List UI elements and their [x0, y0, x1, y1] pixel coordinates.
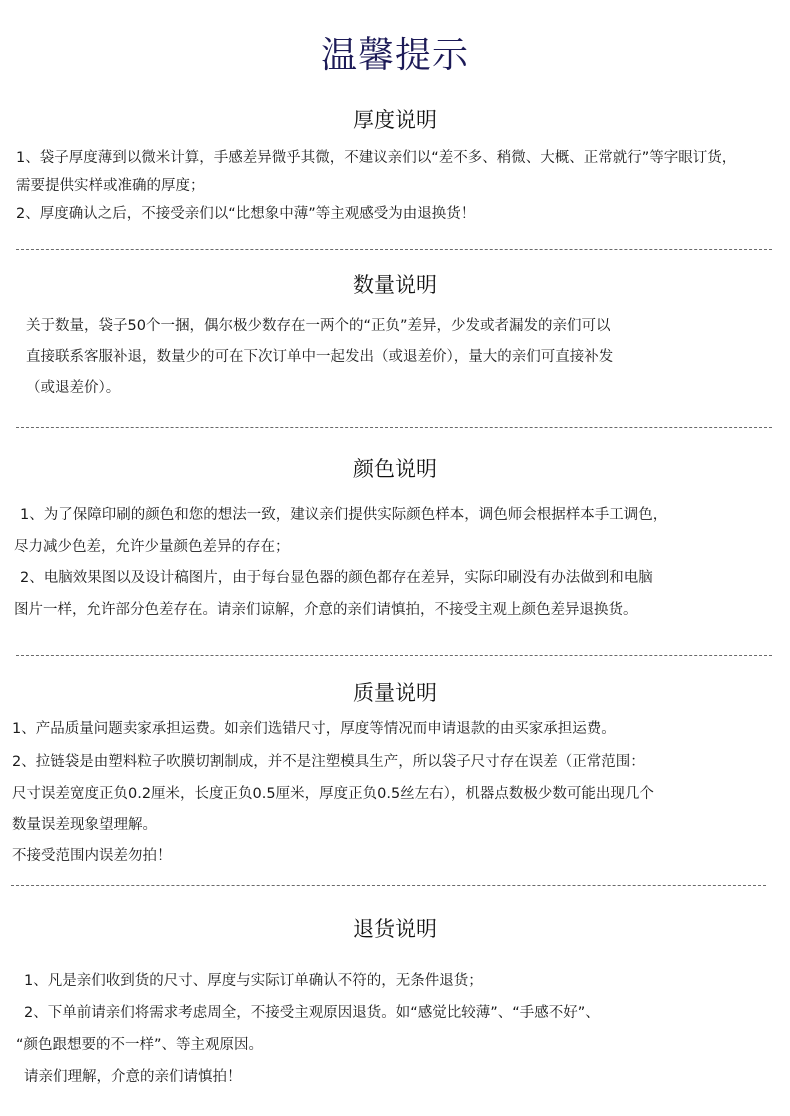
text-line: （或退差价）。 [26, 380, 121, 396]
text-line: 尺寸误差宽度正负0.2厘米，长度正负0.5厘米，厚度正负0.5丝左右），机器点数极少数可能出现几个 [12, 786, 654, 802]
text-line: 需要提供实样或准确的厚度； [16, 178, 205, 194]
text-line: 关于数量，袋子50个一捆，偶尔极少数存在一两个的“正负”差异，少发或者漏发的亲们可以 [26, 318, 611, 334]
section-title-color: 颜色说明 [353, 457, 437, 481]
text-line: 1、袋子厚度薄到以微米计算，手感差异微乎其微，不建议亲们以“差不多、稍微、大概、正常就行”等字眼订货， [16, 150, 737, 166]
text-line: 直接联系客服补退，数量少的可在下次订单中一起发出（或退差价），量大的亲们可直接补发 [26, 349, 614, 365]
text-line: 1、为了保障印刷的颜色和您的想法一致，建议亲们提供实际颜色样本，调色师会根据样本手工调色， [20, 507, 668, 523]
text-line: 不接受范围内误差勿拍！ [12, 848, 172, 864]
section-title-thickness: 厚度说明 [353, 108, 437, 132]
text-line: 2、电脑效果图以及设计稿图片，由于每台显色器的颜色都存在差异，实际印刷没有办法做到和电脑 [20, 570, 653, 586]
text-line: 2、拉链袋是由塑料粒子吹膜切割制成，并不是注塑模具生产，所以袋子尺寸存在误差（正常范围： [12, 754, 645, 770]
section-divider [16, 249, 772, 250]
text-line: 数量误差现象望理解。 [12, 817, 157, 833]
text-line: “颜色跟想要的不一样”、等主观原因。 [16, 1037, 264, 1053]
section-title-returns: 退货说明 [353, 917, 437, 941]
text-line: 图片一样，允许部分色差存在。请亲们谅解，介意的亲们请慎拍，不接受主观上颜色差异退换货。 [14, 602, 638, 618]
section-divider [11, 885, 766, 886]
text-line: 请亲们理解，介意的亲们请慎拍！ [24, 1069, 242, 1085]
section-title-quantity: 数量说明 [353, 273, 437, 297]
text-line: 1、凡是亲们收到货的尺寸、厚度与实际订单确认不符的，无条件退货； [24, 973, 483, 989]
text-line: 2、厚度确认之后，不接受亲们以“比想象中薄”等主观感受为由退换货！ [16, 206, 476, 222]
text-line: 2、下单前请亲们将需求考虑周全，不接受主观原因退货。如“感觉比较薄”、“手感不好”、 [24, 1005, 600, 1021]
section-divider [16, 655, 772, 656]
section-title-quality: 质量说明 [353, 681, 437, 705]
text-line: 1、产品质量问题卖家承担运费。如亲们选错尺寸，厚度等情况而申请退款的由买家承担运费。 [12, 721, 616, 737]
section-divider [16, 427, 772, 428]
text-line: 尽力减少色差，允许少量颜色差异的存在； [14, 539, 290, 555]
page-title: 温馨提示 [320, 35, 469, 76]
